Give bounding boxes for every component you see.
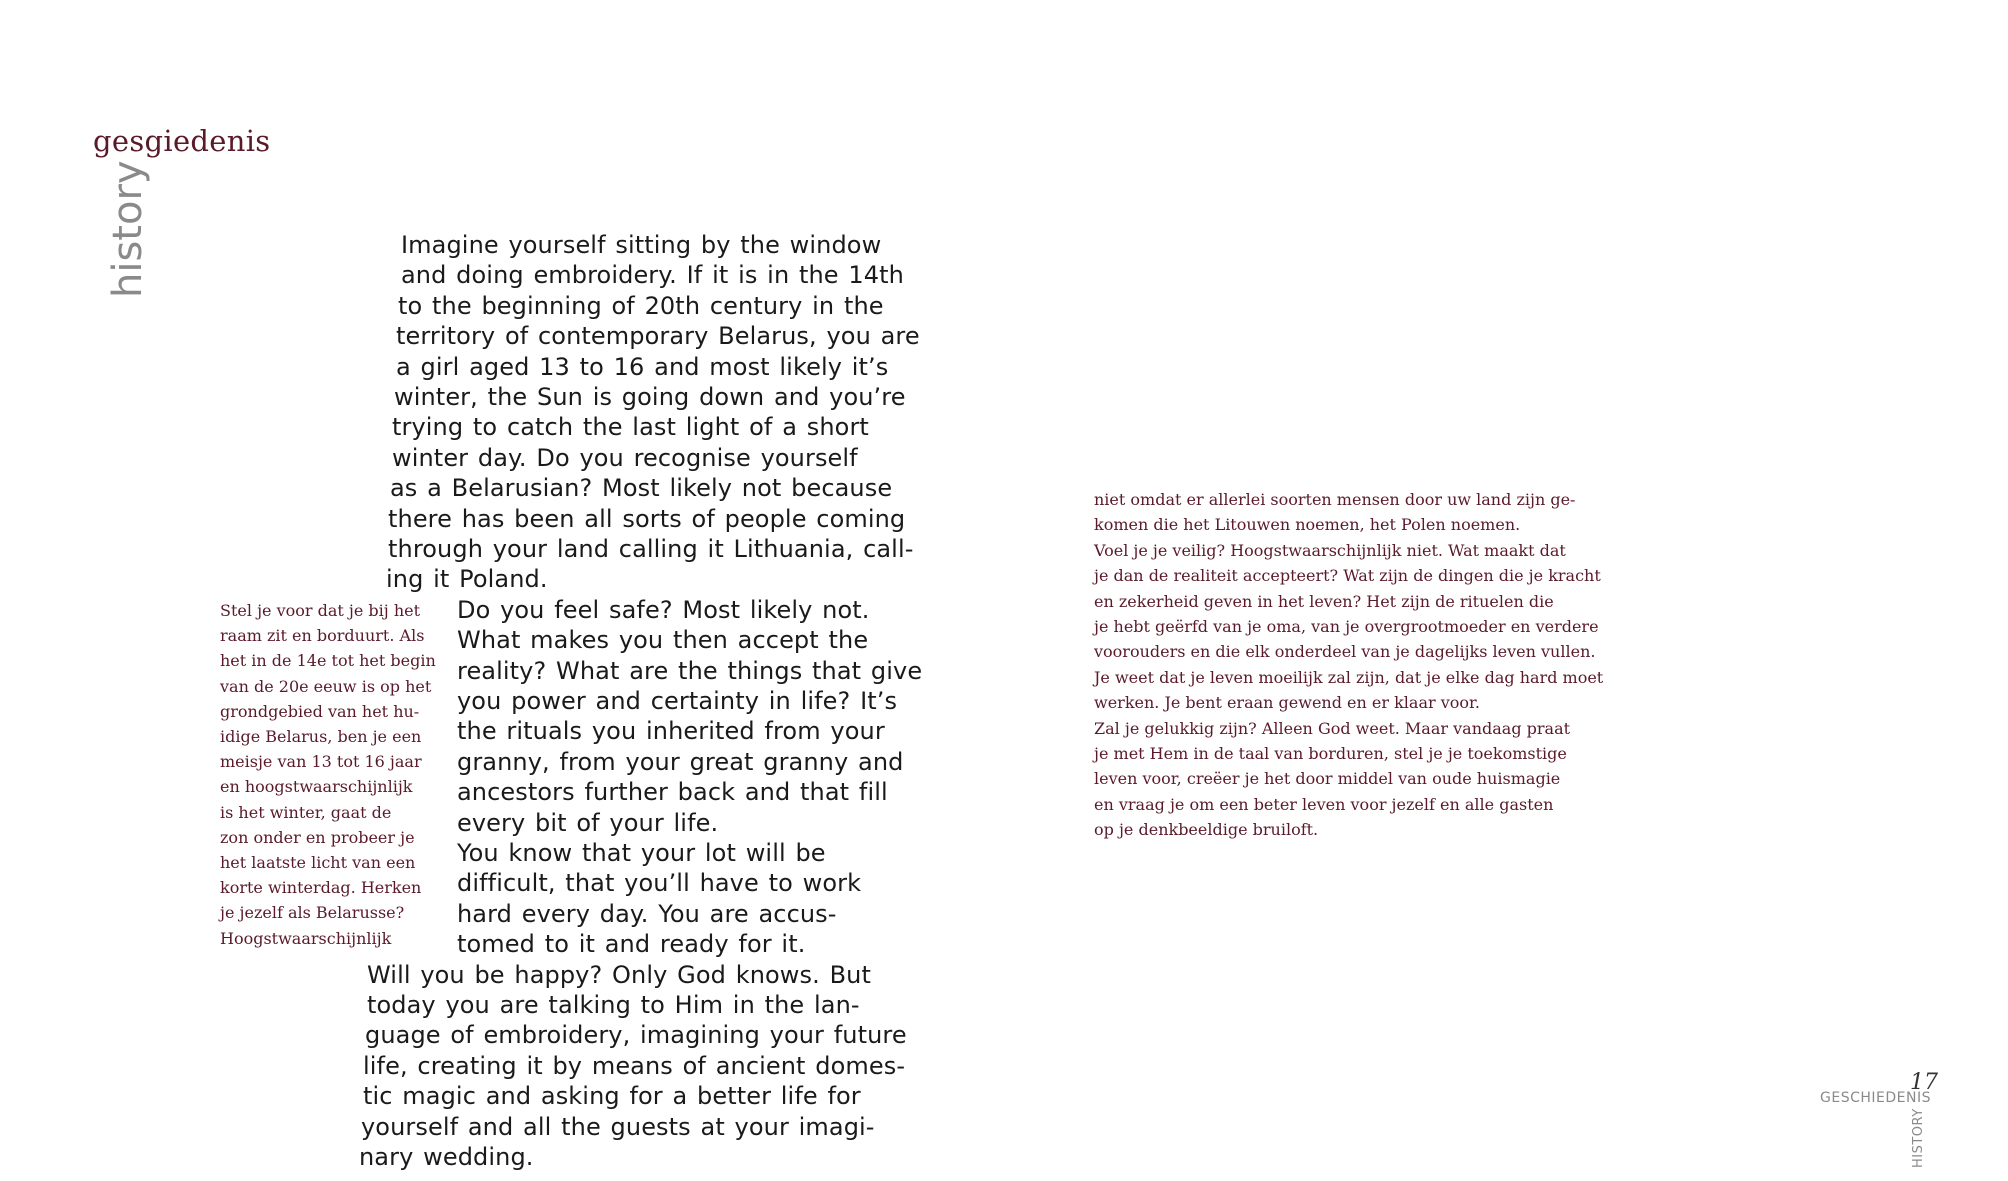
dutch-text-line: Je weet dat je leven moeilijk zal zijn, dat je elke dag hard moet xyxy=(1094,667,1604,687)
english-text-line: today you are talking to Him in the lan- xyxy=(367,991,860,1019)
dutch-sidebar-line: het in de 14e tot het begin xyxy=(220,651,436,671)
dutch-text-line: werken. Je bent eraan gewend en er klaar voor. xyxy=(1094,693,1481,713)
english-text-line: to the beginning of 20th century in the xyxy=(398,291,884,320)
dutch-text-line: Zal je gelukkig zijn? Alleen God weet. Maar vandaag praat xyxy=(1094,718,1571,738)
dutch-text-line: Voel je je veilig? Hoogstwaarschijnlijk niet. Wat maakt dat xyxy=(1094,540,1566,560)
english-text-line: ing it Poland. xyxy=(386,565,548,594)
dutch-sidebar-line: grondgebied van het hu- xyxy=(220,701,420,721)
english-text-line: difficult, that you’ll have to work xyxy=(457,869,862,898)
dutch-text-line: en zekerheid geven in het leven? Het zijn de rituelen die xyxy=(1094,591,1554,611)
english-text-line: tic magic and asking for a better life for xyxy=(363,1082,861,1111)
dutch-sidebar-line: en hoogstwaarschijnlijk xyxy=(220,777,413,797)
dutch-text-line: niet omdat er allerlei soorten mensen door uw land zijn ge- xyxy=(1094,490,1576,509)
english-text-line: Will you be happy? Only God knows. But xyxy=(367,960,871,989)
dutch-sidebar-line: is het winter, gaat de xyxy=(220,802,392,822)
english-text-line: and doing embroidery. If it is in the 14th xyxy=(401,261,904,290)
english-text-line: reality? What are the things that give xyxy=(457,656,923,685)
english-text-line: trying to catch the last light of a short xyxy=(392,413,869,442)
english-text-line: winter, the Sun is going down and you’re xyxy=(394,383,906,411)
dutch-text-line: je met Hem in de taal van borduren, stel je je toekomstige xyxy=(1094,744,1567,763)
dutch-sidebar-line: je jezelf als Belarusse? xyxy=(220,903,405,923)
english-text-line: life, creating it by means of ancient domes- xyxy=(363,1051,906,1080)
dutch-sidebar-line: Hoogstwaarschijnlijk xyxy=(220,928,392,948)
section-title-dutch: gesgiedenis xyxy=(93,124,271,158)
english-text-line: hard every day. You are accus- xyxy=(457,899,837,928)
english-text-line: through your land calling it Lithuania, call- xyxy=(388,535,914,563)
dutch-text-line: je hebt geërfd van je oma, van je overgrootmoeder en verdere xyxy=(1094,617,1599,636)
dutch-text-line: op je denkbeeldige bruiloft. xyxy=(1094,820,1319,840)
english-text-line: as a Belarusian? Most likely not because xyxy=(390,474,893,503)
english-text-line: ancestors further back and that fill xyxy=(457,778,888,807)
dutch-text-line: je dan de realiteit accepteert? Wat zijn de dingen die je kracht xyxy=(1094,566,1601,586)
english-text-line: yourself and all the guests at your imagi- xyxy=(361,1112,875,1141)
section-title-english-vertical xyxy=(104,158,151,298)
english-text-line: Imagine yourself sitting by the window xyxy=(401,231,882,259)
dutch-text-line: komen die het Litouwen noemen, het Polen noemen. xyxy=(1094,515,1521,535)
english-text-line: a girl aged 13 to 16 and most likely it’s xyxy=(396,352,889,381)
dutch-sidebar-line: meisje van 13 tot 16 jaar xyxy=(220,752,422,772)
english-text-line: granny, from your great granny and xyxy=(457,747,904,776)
english-text-line: there has been all sorts of people coming xyxy=(388,504,906,533)
dutch-sidebar-line: Stel je voor dat je bij het xyxy=(220,601,421,620)
dutch-text-line: en vraag je om een beter leven voor jezelf en alle gasten xyxy=(1094,794,1554,814)
dutch-sidebar-line: idige Belarus, ben je een xyxy=(220,727,422,746)
dutch-sidebar-line: zon onder en probeer je xyxy=(220,827,415,847)
section-title-english: history xyxy=(105,160,151,298)
dutch-sidebar-line: raam zit en borduurt. Als xyxy=(220,626,425,646)
dutch-text-line: voorouders en die elk onderdeel van je dagelijks leven vullen. xyxy=(1094,642,1596,662)
dutch-sidebar-line: het laatste licht van een xyxy=(220,853,416,872)
english-text-line: winter day. Do you recognise yourself xyxy=(392,443,858,472)
footer-section-dutch: GESCHIEDENIS xyxy=(1820,1090,1931,1106)
english-text-line: you power and certainty in life? It’s xyxy=(457,687,898,715)
english-text-line: guage of embroidery, imagining your future xyxy=(365,1021,907,1050)
footer-section-english-vertical xyxy=(1910,1092,1928,1168)
english-text-line: Do you feel safe? Most likely not. xyxy=(457,595,870,624)
english-text-line: every bit of your life. xyxy=(457,808,719,837)
dutch-sidebar-line: korte winterdag. Herken xyxy=(220,878,422,898)
english-text-line: You know that your lot will be xyxy=(457,839,826,867)
english-text-line: What makes you then accept the xyxy=(457,626,869,655)
english-text-line: the rituals you inherited from your xyxy=(457,717,885,746)
english-text-line: territory of contemporary Belarus, you are xyxy=(396,322,920,351)
dutch-text-line: leven voor, creëer je het door middel van oude huismagie xyxy=(1094,769,1561,789)
english-text-line: nary wedding. xyxy=(359,1143,534,1171)
dutch-sidebar-line: van de 20e eeuw is op het xyxy=(220,676,432,696)
page-number: 17 xyxy=(1910,1070,1938,1095)
footer-section-english: HISTORY xyxy=(1911,1108,1926,1168)
english-text-line: tomed to it and ready for it. xyxy=(457,930,806,959)
